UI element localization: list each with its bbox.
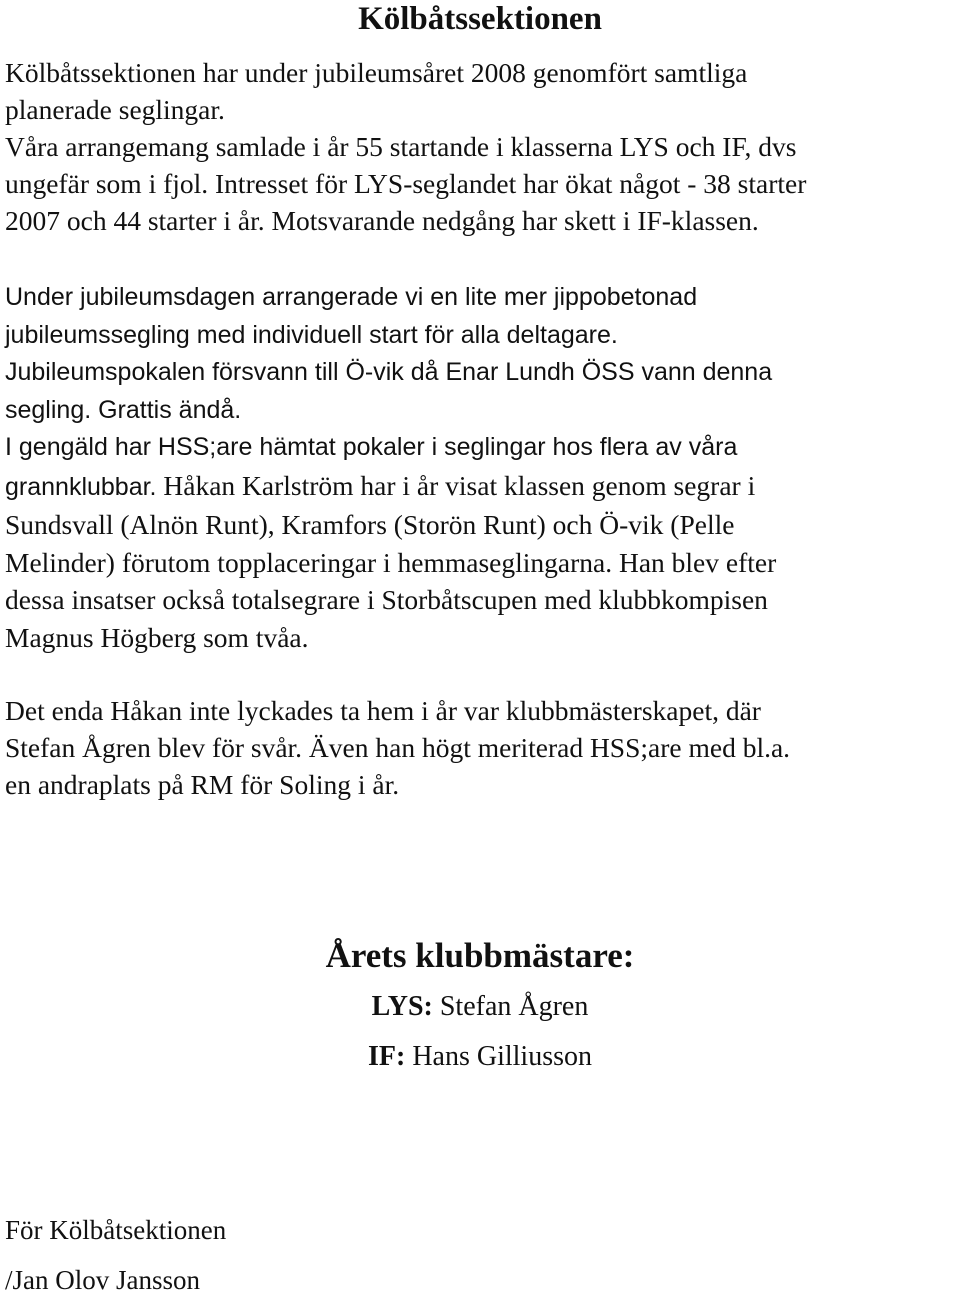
text-line: Stefan Ågren blev för svår. Även han högt meriterad HSS;are med bl.a.: [5, 732, 791, 763]
paragraph-intro: [5, 54, 953, 239]
text-line: Kölbåtssektionen har under jubileumsåret 2008 genomfört samtliga: [5, 57, 748, 88]
champions-heading: Årets klubbmästare:: [325, 936, 635, 975]
text-line: jubileumssegling med individuell start för alla deltagare.: [5, 320, 618, 349]
text-fragment: Håkan Karlström har i år visat klassen genom segrar i: [156, 469, 756, 501]
champion-lys: [0, 982, 960, 1032]
text-line: segling. Grattis ändå.: [5, 395, 242, 424]
document-title: Kölbåtssektionen: [358, 1, 602, 37]
club-champions-section: [0, 930, 960, 1082]
text-line: Jubileumspokalen försvann till Ö-vik då Enar Lundh ÖSS vann denna: [5, 358, 773, 386]
class-label: IF:: [367, 1041, 406, 1072]
text-line: planerade seglingar.: [5, 94, 225, 125]
paragraph-jubilee: [5, 279, 953, 656]
signature-line: För Kölbåtsektionen: [5, 1215, 227, 1245]
text-line: Melinder) förutom topplaceringar i hemmaseglingarna. Han blev efter: [5, 546, 777, 578]
text-line: 2007 och 44 starter i år. Motsvarande nedgång har skett i IF-klassen.: [5, 205, 759, 236]
text-line: Våra arrangemang samlade i år 55 startande i klasserna LYS och IF, dvs: [5, 131, 797, 162]
class-label: LYS:: [371, 991, 433, 1022]
text-line: [5, 467, 953, 507]
champion-name: Hans Gilliusson: [405, 1041, 592, 1072]
paragraph-club-championship: [5, 692, 953, 803]
champion-name: Stefan Ågren: [432, 991, 589, 1022]
text-line: dessa insatser också totalsegrare i Storbåtscupen med klubbkompisen: [5, 584, 768, 615]
text-line: Det enda Håkan inte lyckades ta hem i år var klubbmästerskapet, där: [5, 695, 761, 726]
text-line: ungefär som i fjol. Intresset för LYS-seglandet har ökat något - 38 starter: [5, 168, 807, 199]
text-line: Sundsvall (Alnön Runt), Kramfors (Storön Runt) och Ö-vik (Pelle: [5, 509, 735, 540]
signature-name: /Jan Olov Jansson: [5, 1265, 200, 1295]
text-line: I gengäld har HSS;are hämtat pokaler i seglingar hos flera av våra: [5, 433, 738, 461]
text-line: Under jubileumsdagen arrangerade vi en lite mer jippobetonad: [5, 283, 698, 311]
text-line: Magnus Högberg som tvåa.: [5, 621, 309, 653]
signature-block: [5, 1205, 226, 1305]
champion-if: [0, 1032, 960, 1082]
text-line: en andraplats på RM för Soling i år.: [5, 769, 400, 800]
text-fragment: grannklubbar.: [5, 472, 157, 501]
